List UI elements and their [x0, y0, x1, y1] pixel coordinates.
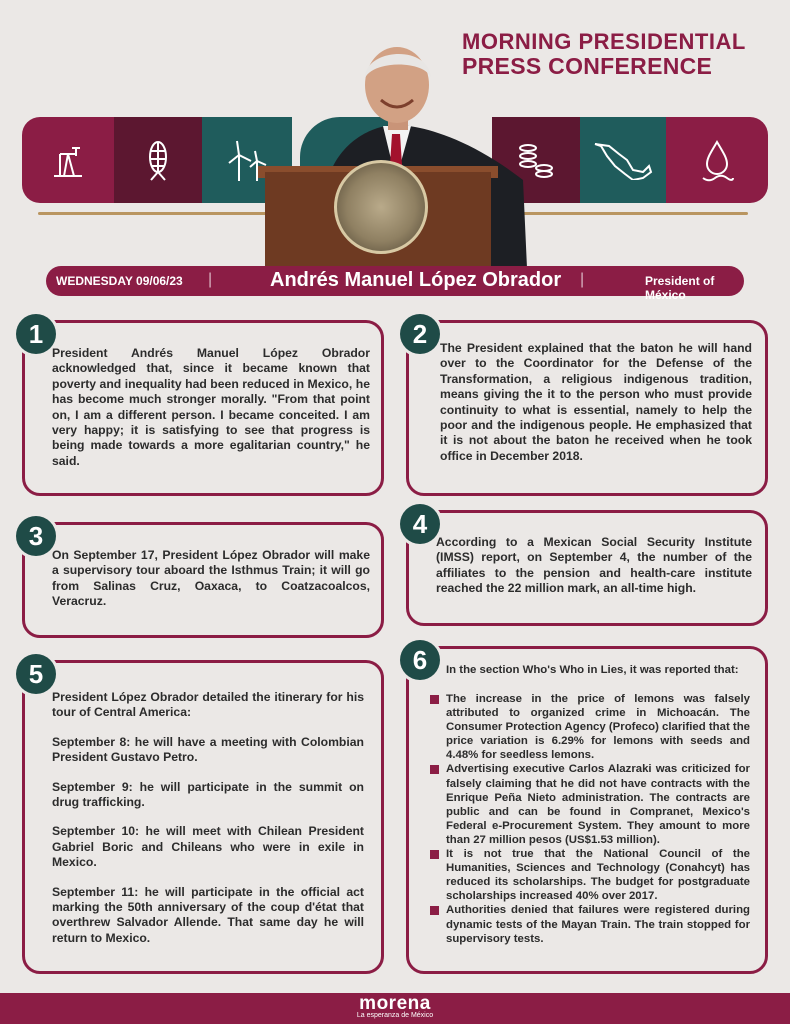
card-list-wrapper — [430, 692, 750, 946]
card-text: On September 17, President López Obrador will make a supervisory tour aboard the Isthmus Train; it will go from Salinas Cruz, Oaxaca, to Coatzacoalcos, Veracruz. — [52, 548, 370, 609]
corn-icon — [141, 137, 175, 183]
lies-list — [430, 692, 750, 946]
card-number: 4 — [400, 504, 440, 544]
mexico-map-icon — [593, 140, 653, 180]
footer-tagline: La esperanza de México — [356, 1012, 434, 1019]
bullet-icon — [430, 850, 439, 859]
card-text — [52, 690, 364, 960]
bullet-icon — [430, 765, 439, 774]
morena-logo: morena — [359, 993, 431, 1014]
list-item-text: It is not true that the National Council of the Humanities, Sciences and Technology (Conahcyt) has reduced its scholarships. The budget for postgraduate scholarships increased 40% over 2017. — [446, 848, 750, 903]
title-line-1: MORNING PRESIDENTIAL — [462, 29, 746, 54]
water-drop-icon — [700, 138, 734, 182]
banner-tile — [22, 117, 114, 203]
president-name: Andrés Manuel López Obrador — [270, 269, 562, 291]
title-line-2: PRESS CONFERENCE — [462, 53, 713, 79]
card-text: President Andrés Manuel López Obrador acknowledged that, since it became known that poverty and inequality had been reduced in Mexico, he has become much stronger morally. "From that point on, I am a different person. I became conceited. I am very happy; it is satisfying to see that progress is being made towards a more egalitarian country," he said. — [52, 346, 370, 468]
list-item-text: Advertising executive Carlos Alazraki was criticized for falsely claiming that he did not have contracts with the Enrique Peña Nieto administration. The contracts are public and can be found in Compranet, Mexico's Federal e-Procurement System. They amount to more than 27 million pesos (US$1.53 million). — [446, 763, 750, 846]
list-item-text: Authorities denied that failures were registered during dynamic tests of the Mayan Train. The train stopped for supervisory tests. — [446, 904, 750, 945]
card-text: According to a Mexican Social Security Institute (IMSS) report, on September 4, the number of the affiliates to the pension and health-care institute reached the 22 million mark, an all-time high. — [436, 535, 752, 596]
president-role: President of México — [645, 274, 715, 302]
name-bar — [46, 266, 744, 302]
paragraph: September 11: he will participate in the official act marking the 50th anniversary of the coup d'état that overthrew Salvador Allende. That same day he will return to Mexico. — [52, 884, 364, 945]
paragraph: September 9: he will participate in the summit on drug trafficking. — [52, 779, 364, 810]
paragraph: President López Obrador detailed the itinerary for his tour of Central America: — [52, 690, 364, 720]
bullet-icon — [430, 695, 439, 704]
card-number: 1 — [16, 314, 56, 354]
date: WEDNESDAY 09/06/23 — [56, 274, 183, 288]
paragraph: September 10: he will meet with Chilean President Gabriel Boric and Chileans who were in exile in Mexico. — [52, 824, 364, 870]
card-number: 6 — [400, 640, 440, 680]
list-item-text: The increase in the price of lemons was falsely attributed to organized crime in Michoacán. The Consumer Protection Agency (Profeco) clarified that the price variation is 6.29% for lemons with seeds and 4.48% for seedless lemons. — [446, 693, 751, 762]
card-intro: In the section Who's Who in Lies, it was reported that: — [446, 664, 739, 676]
card-number: 5 — [16, 654, 56, 694]
banner-tile — [666, 117, 768, 203]
list-item — [430, 847, 750, 903]
banner-tile — [114, 117, 202, 203]
bullet-icon — [430, 906, 439, 915]
footer — [0, 993, 790, 1024]
list-item — [430, 903, 750, 945]
card-number: 3 — [16, 516, 56, 556]
card-text: The President explained that the baton he will hand over to the Coordinator for the Defense of the Transformation, a religious indigenous tradition, means giving the it to the person who must provide continuity to what is essential, namely to help the poor and the indigenous people. He emphasized that it is not about the baton he received when he took office in December 2018. — [440, 341, 752, 463]
list-item — [430, 692, 750, 762]
paragraph: September 8: he will have a meeting with Colombian President Gustavo Petro. — [52, 734, 364, 765]
list-item — [430, 762, 750, 847]
national-seal-icon — [334, 160, 428, 254]
separator: | — [580, 271, 585, 288]
card-number: 2 — [400, 314, 440, 354]
banner-tile — [580, 117, 666, 203]
separator: | — [208, 271, 213, 288]
oil-pump-icon — [48, 140, 88, 180]
